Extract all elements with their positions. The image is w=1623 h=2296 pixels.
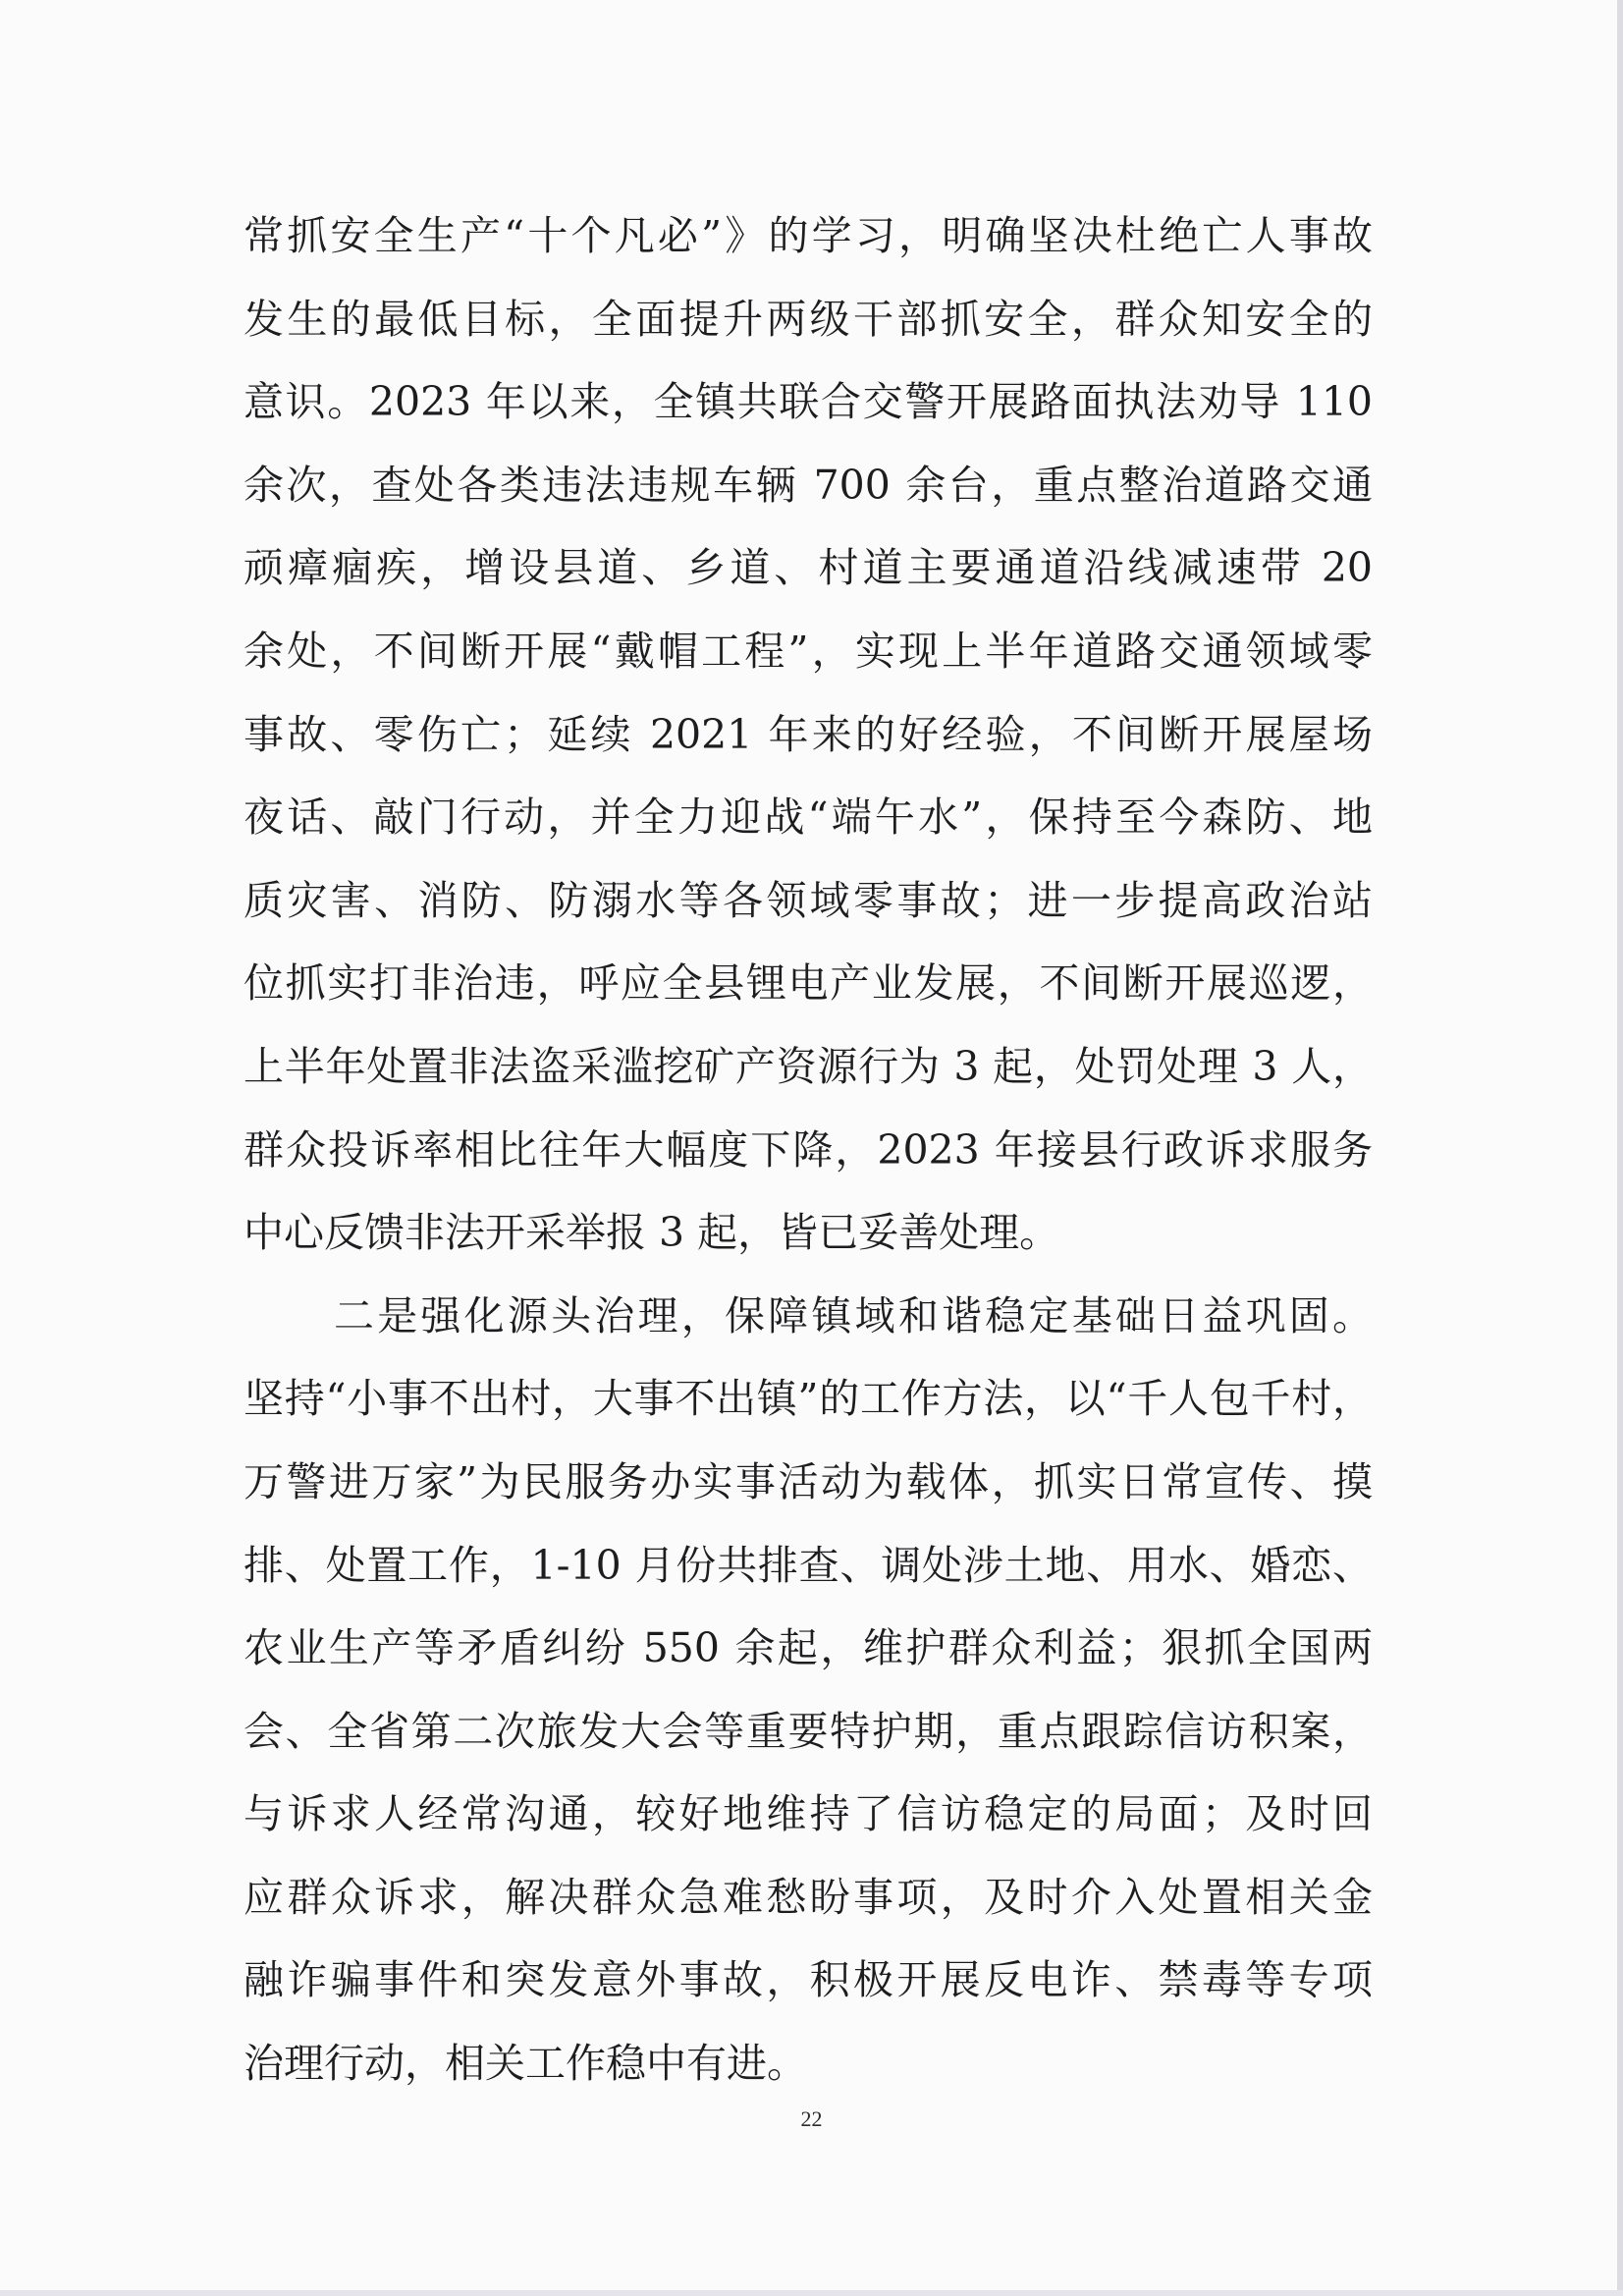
text-line-5: 顽瘴痼疾，增设县道、乡道、村道主要通道沿线减速带 20 — [243, 544, 1373, 592]
text-line-8: 夜话、敲门行动，并全力迎战“端午水”，保持至今森防、地 — [243, 793, 1373, 842]
text-line-13: 中心反馈非法开采举报 3 起，皆已妥善处理。 — [243, 1209, 1060, 1257]
page-bottom-shadow — [0, 2290, 1623, 2296]
text-line-15: 坚持“小事不出村，大事不出镇”的工作方法，以“千人包千村， — [243, 1375, 1373, 1423]
text-line-11: 上半年处置非法盗采滥挖矿产资源行为 3 起，处罚处理 3 人， — [243, 1042, 1373, 1090]
text-line-19: 会、全省第二次旅发大会等重要特护期，重点跟踪信访积案， — [243, 1707, 1373, 1755]
text-line-2: 发生的最低目标，全面提升两级干部抓安全，群众知安全的 — [243, 295, 1373, 343]
page-number: 22 — [800, 2106, 823, 2131]
text-line-17: 排、处置工作，1-10 月份共排查、调处涉土地、用水、婚恋、 — [243, 1541, 1373, 1589]
text-line-9: 质灾害、消防、防溺水等各领域零事故；进一步提高政治站 — [243, 876, 1373, 924]
text-line-18: 农业生产等矛盾纠纷 550 余起，维护群众利益；狠抓全国两 — [243, 1624, 1373, 1672]
text-line-4: 余次，查处各类违法违规车辆 700 余台，重点整治道路交通 — [243, 461, 1373, 509]
text-line-6: 余处，不间断开展“戴帽工程”，实现上半年道路交通领域零 — [243, 627, 1373, 675]
body-text — [243, 206, 1373, 2117]
text-line-21: 应群众诉求，解决群众急难愁盼事项，及时介入处置相关金 — [243, 1873, 1373, 1921]
text-line-12: 群众投诉率相比往年大幅度下降，2023 年接县行政诉求服务 — [243, 1125, 1373, 1174]
text-line-20: 与诉求人经常沟通，较好地维持了信访稳定的局面；及时回 — [243, 1790, 1373, 1838]
text-line-7: 事故、零伤亡；延续 2021 年来的好经验，不间断开展屋场 — [243, 710, 1373, 758]
text-line-16: 万警进万家”为民服务办实事活动为载体，抓实日常宣传、摸 — [243, 1457, 1373, 1505]
text-line-10: 位抓实打非治违，呼应全县锂电产业发展，不间断开展巡逻， — [243, 959, 1373, 1008]
text-line-23: 治理行动，相关工作稳中有进。 — [243, 2040, 807, 2088]
text-line-14: 二是强化源头治理，保障镇域和谐稳定基础日益巩固。 — [334, 1291, 1373, 1339]
text-line-1: 常抓安全生产“十个凡必”》的学习，明确坚决杜绝亡人事故 — [243, 212, 1373, 259]
text-line-22: 融诈骗事件和突发意外事故，积极开展反电诈、禁毒等专项 — [243, 1956, 1373, 2004]
text-line-3: 意识。2023 年以来，全镇共联合交警开展路面执法劝导 110 — [243, 378, 1373, 426]
page-edge-shadow — [1617, 0, 1623, 2296]
